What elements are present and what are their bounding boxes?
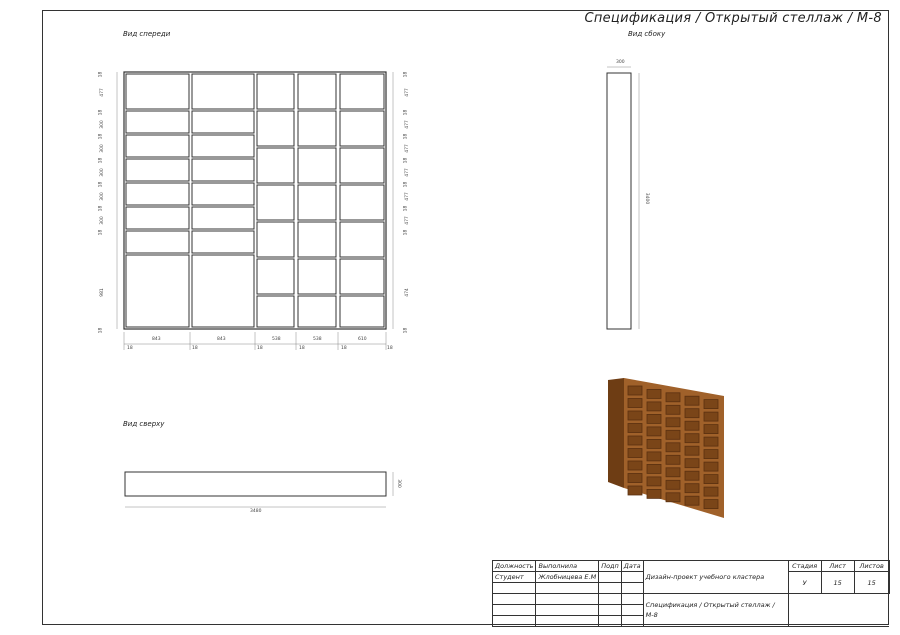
front-left-dim: 18	[98, 157, 104, 164]
front-right-dim: 18	[403, 157, 409, 164]
front-right-dim: 18	[403, 327, 409, 334]
front-right-dim: 477	[404, 168, 410, 177]
front-left-dim: 300	[99, 144, 105, 153]
side-view-label: Вид сбоку	[628, 30, 666, 38]
front-left-dim: 300	[99, 216, 105, 225]
tb-sheets-total: 15	[854, 572, 889, 594]
render-cell	[647, 464, 661, 473]
front-view-label: Вид спереди	[123, 30, 171, 38]
top-depth-dim: 300	[395, 479, 401, 488]
render-cell	[647, 477, 661, 486]
tb-author: Жлобницева Е.М	[536, 572, 599, 583]
render-cell	[704, 450, 718, 459]
render-cell	[628, 386, 642, 395]
render-cell	[666, 493, 680, 502]
render-cell	[628, 436, 642, 445]
render-cell	[685, 446, 699, 455]
render-cell	[628, 399, 642, 408]
tb-sheet-name: Спецификация / Открытый стеллаж / М-8	[643, 594, 788, 627]
front-left-dim: 18	[98, 229, 104, 236]
front-left-dim: 18	[98, 133, 104, 140]
render-cell	[647, 439, 661, 448]
render-cell	[628, 411, 642, 420]
render-cell	[666, 455, 680, 464]
title-block	[492, 560, 890, 627]
front-bottom-gap-dim: 18	[192, 346, 198, 351]
front-left-dim: 477	[99, 88, 105, 97]
front-right-dim: 18	[403, 133, 409, 140]
sheet-title: Спецификация / Открытый стеллаж / М-8	[584, 11, 882, 26]
tb-sheets-label: Листов	[854, 561, 889, 572]
render-cell	[704, 475, 718, 484]
render-cell	[647, 414, 661, 423]
front-left-dim: 300	[99, 120, 105, 129]
render-cell	[666, 443, 680, 452]
render-cell	[647, 489, 661, 498]
front-right-dim: 18	[403, 181, 409, 188]
tb-header-author: Выполнила	[536, 561, 599, 572]
render-cell	[704, 400, 718, 409]
render-cell	[647, 402, 661, 411]
render-cell	[685, 396, 699, 405]
front-right-dim: 18	[403, 109, 409, 116]
render-cell	[685, 459, 699, 468]
front-right-dim: 477	[404, 216, 410, 225]
front-right-dim: 18	[403, 71, 409, 78]
front-bottom-width-dim: 610	[358, 337, 367, 342]
render-cell	[666, 393, 680, 402]
render-cell	[647, 427, 661, 436]
front-left-dim: 18	[98, 109, 104, 116]
render-cell	[704, 412, 718, 421]
tb-project: Дизайн-проект учебного кластера	[643, 561, 788, 594]
render-cell	[628, 474, 642, 483]
side-height-dim: 3400	[644, 192, 650, 205]
render-cell	[685, 471, 699, 480]
tb-header-date: Дата	[621, 561, 643, 572]
front-bottom-gap-dim: 18	[127, 346, 133, 351]
render-cell	[666, 468, 680, 477]
shelf-3d-render	[606, 378, 726, 520]
front-right-dim: 477	[404, 144, 410, 153]
top-view-drawing	[125, 472, 393, 507]
render-cell	[666, 480, 680, 489]
front-left-dim: 18	[98, 205, 104, 212]
front-right-dim: 18	[403, 205, 409, 212]
render-cell	[628, 449, 642, 458]
front-right-dim: 477	[404, 192, 410, 201]
side-view-drawing	[607, 67, 639, 329]
tb-stage: У	[788, 572, 821, 594]
render-cell	[704, 437, 718, 446]
render-cell	[685, 496, 699, 505]
tb-stage-label: Стадия	[788, 561, 821, 572]
front-right-dim: 474	[404, 288, 410, 297]
render-cell	[685, 421, 699, 430]
front-bottom-gap-dim: 18	[387, 346, 393, 351]
front-left-dim: 300	[99, 192, 105, 201]
render-cell	[704, 500, 718, 509]
render-cell	[704, 425, 718, 434]
front-left-dim: 18	[98, 327, 104, 334]
top-view-label: Вид сверху	[123, 420, 165, 428]
render-cell	[628, 424, 642, 433]
tb-header-sign: Подп	[599, 561, 622, 572]
render-cell	[647, 389, 661, 398]
tb-sheet-label: Лист	[821, 561, 854, 572]
front-bottom-width-dim: 538	[313, 337, 322, 342]
render-cell	[704, 487, 718, 496]
render-cell	[685, 484, 699, 493]
top-width-dim: 3480	[250, 509, 262, 514]
render-cell	[628, 461, 642, 470]
front-bottom-width-dim: 843	[217, 337, 226, 342]
front-bottom-gap-dim: 18	[299, 346, 305, 351]
front-right-dim: 477	[404, 120, 410, 129]
front-right-dim: 477	[404, 88, 410, 97]
render-cell	[666, 418, 680, 427]
render-cell	[704, 462, 718, 471]
front-left-dim: 981	[99, 288, 105, 297]
front-left-dim: 18	[98, 71, 104, 78]
side-depth-dim: 300	[616, 60, 625, 65]
front-bottom-gap-dim: 18	[257, 346, 263, 351]
render-cell	[628, 486, 642, 495]
render-cell	[647, 452, 661, 461]
tb-role: Студент	[493, 572, 536, 583]
tb-header-position: Должность	[493, 561, 536, 572]
front-left-dim: 18	[98, 181, 104, 188]
front-bottom-width-dim: 538	[272, 337, 281, 342]
front-right-dim: 18	[403, 229, 409, 236]
render-cell	[666, 405, 680, 414]
render-cell	[685, 434, 699, 443]
front-bottom-gap-dim: 18	[341, 346, 347, 351]
front-left-dim: 300	[99, 168, 105, 177]
render-cell	[685, 409, 699, 418]
tb-sheet-no: 15	[821, 572, 854, 594]
render-cell	[666, 430, 680, 439]
front-bottom-width-dim: 843	[152, 337, 161, 342]
